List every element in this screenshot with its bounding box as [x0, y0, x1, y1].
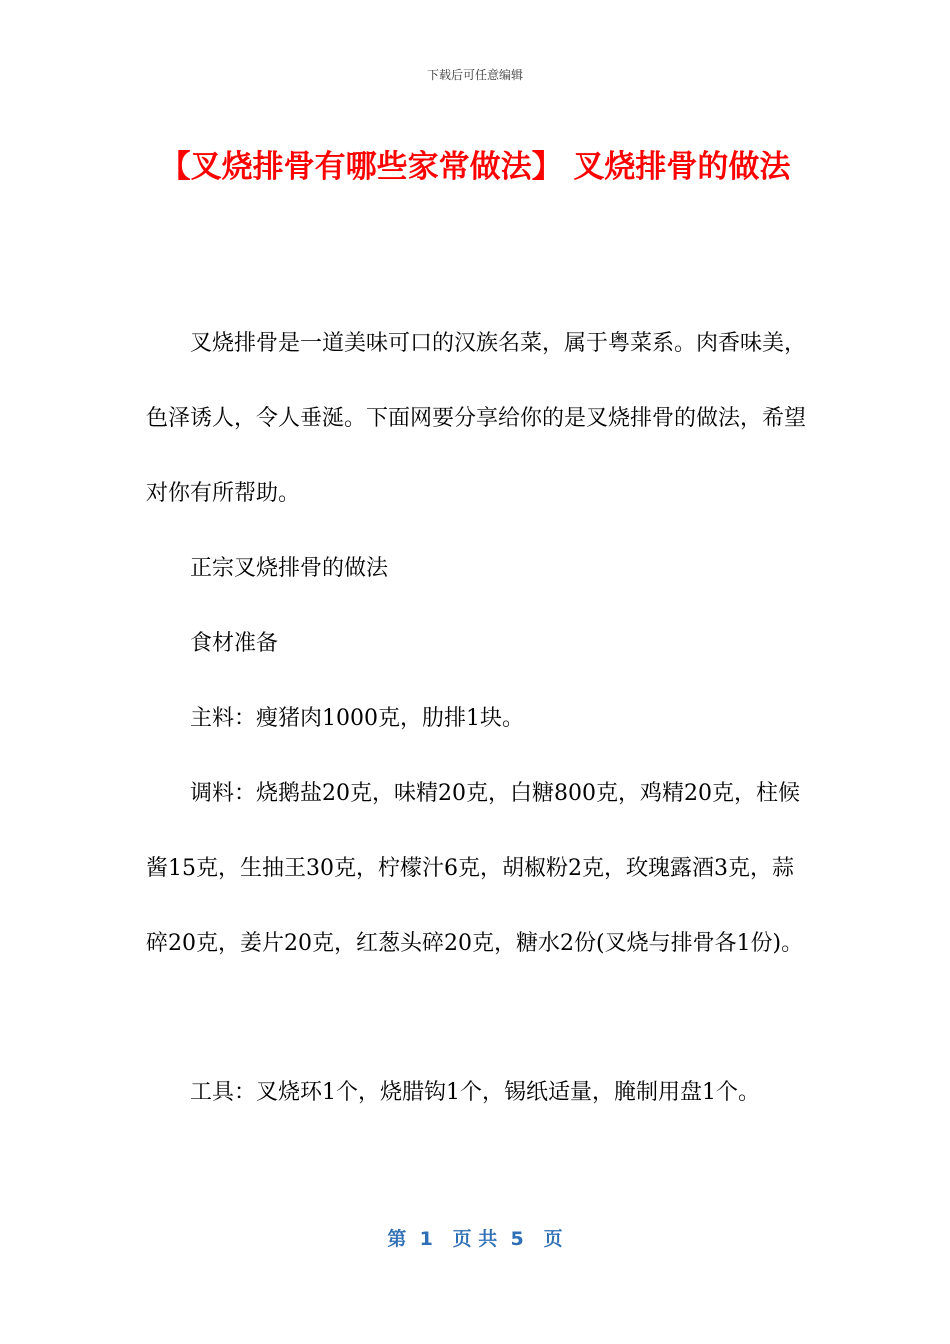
main-ingredients-paragraph: 主料：瘦猪肉1000克，肋排1块。 [190, 706, 524, 731]
intro-paragraph: 叉烧排骨是一道美味可口的汉族名菜，属于粤菜系。肉香味美，色泽诱人，令人垂涎。下面网要分享给你的是叉烧排骨的做法，希望对你有所帮助。 [146, 331, 807, 506]
document-title: 【叉烧排骨有哪些家常做法】 叉烧排骨的做法 [159, 149, 791, 185]
tools-paragraph: 工具：叉烧环1个，烧腊钩1个，锡纸适量，腌制用盘1个。 [190, 1080, 760, 1105]
section-heading-ingredients: 食材准备 [190, 631, 279, 656]
header-note: 下载后可任意编辑 [426, 68, 523, 82]
section-heading-recipe: 正宗叉烧排骨的做法 [190, 556, 389, 581]
seasonings-paragraph: 调料：烧鹅盐20克，味精20克，白糖800克，鸡精20克，柱候酱15克，生抽王30克，柠檬汁6克，胡椒粉2克，玫瑰露酒3克，蒜碎20克，姜片20克，红葱头碎20克，糖水2份(叉烧与排骨各1份)。 [146, 781, 804, 956]
page-number-footer: 第 1 页 共 5 页 [387, 1228, 563, 1250]
